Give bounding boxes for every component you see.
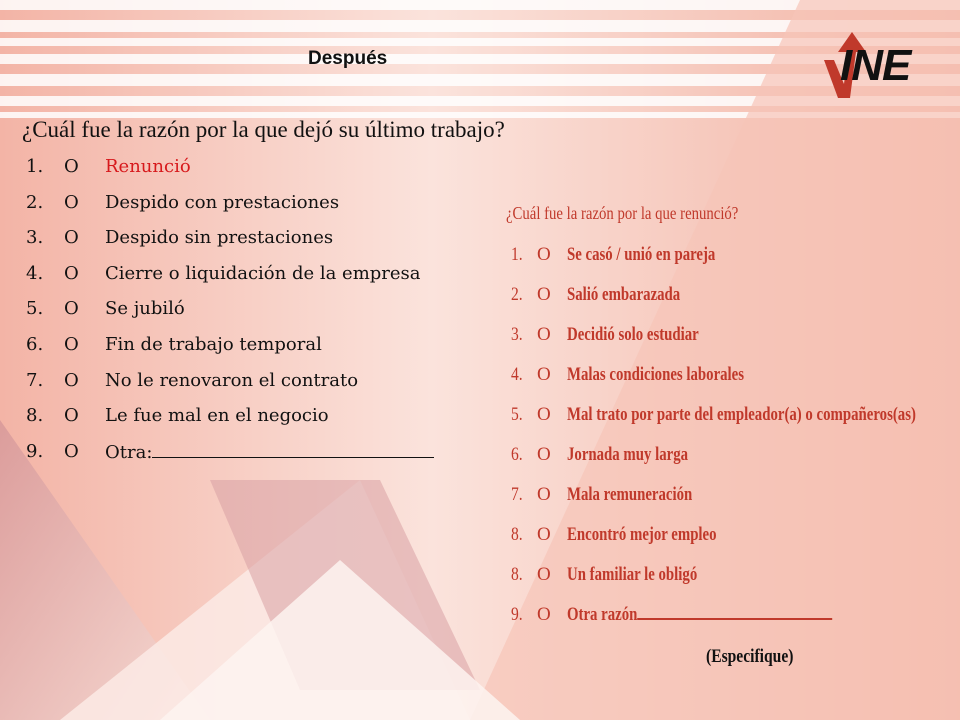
option-number: 8. — [26, 405, 44, 427]
radio-circle-icon[interactable]: O — [64, 227, 79, 249]
option-label: Otra razón — [567, 604, 638, 625]
option-label: Salió embarazada — [567, 284, 681, 305]
option-label: Un familiar le obligó — [567, 564, 698, 585]
option-number: 1. — [26, 156, 44, 177]
option-label: Jornada muy larga — [567, 444, 689, 465]
option-label: Mala remuneración — [567, 484, 693, 505]
option-number: 2. — [26, 191, 44, 213]
option-label: Otra: — [105, 441, 153, 463]
radio-circle-icon[interactable]: O — [537, 284, 551, 305]
radio-circle-icon[interactable]: O — [64, 333, 79, 355]
radio-circle-icon[interactable]: O — [64, 191, 79, 213]
radio-circle-icon[interactable]: O — [537, 604, 551, 625]
radio-circle-icon[interactable]: O — [537, 484, 551, 505]
option-label: Despido con prestaciones — [105, 191, 340, 213]
option-number: 5. — [26, 298, 44, 320]
radio-circle-icon[interactable]: O — [64, 440, 79, 462]
radio-circle-icon[interactable]: O — [537, 444, 551, 465]
option-label: Cierre o liquidación de la empresa — [105, 262, 421, 284]
radio-circle-icon[interactable]: O — [64, 369, 79, 391]
slide-title: Después — [308, 48, 388, 69]
other-answer-line[interactable] — [152, 441, 434, 458]
specify-caption: (Especifique) — [706, 646, 794, 667]
option-number: 8. — [511, 564, 523, 585]
radio-circle-icon[interactable]: O — [64, 156, 79, 177]
option-label-other — [567, 604, 832, 626]
other-answer-line[interactable] — [637, 604, 832, 620]
option-number: 7. — [511, 484, 523, 505]
logo-text: INE — [840, 41, 911, 90]
option-label: Le fue mal en el negocio — [105, 405, 329, 427]
option-number: 6. — [511, 444, 523, 465]
radio-circle-icon[interactable]: O — [537, 404, 551, 425]
option-number: 3. — [511, 324, 523, 345]
radio-circle-icon[interactable]: O — [537, 244, 551, 265]
option-label: Malas condiciones laborales — [567, 364, 745, 385]
option-number: 5. — [511, 404, 523, 425]
option-number: 1. — [511, 244, 523, 265]
radio-circle-icon[interactable]: O — [537, 324, 551, 345]
radio-circle-icon[interactable]: O — [537, 364, 551, 385]
option-label: Despido sin prestaciones — [105, 227, 334, 249]
radio-circle-icon[interactable]: O — [537, 524, 551, 545]
option-label: Mal trato por parte del empleador(a) o compañeros(as) — [567, 404, 916, 425]
option-number: 2. — [511, 284, 523, 305]
radio-circle-icon[interactable]: O — [64, 298, 79, 320]
option-number: 9. — [511, 604, 523, 625]
option-label: Se casó / unió en pareja — [567, 244, 716, 265]
option-label: Encontró mejor empleo — [567, 524, 717, 545]
option-number: 4. — [26, 262, 44, 284]
option-number: 7. — [26, 369, 44, 391]
option-number: 6. — [26, 333, 44, 355]
radio-circle-icon[interactable]: O — [64, 405, 79, 427]
option-number: 3. — [26, 227, 44, 249]
option-number: 4. — [511, 364, 523, 385]
option-label: No le renovaron el contrato — [105, 369, 359, 391]
question2-title: ¿Cuál fue la razón por la que renunció? — [506, 203, 739, 223]
option-label: Renunció — [105, 156, 191, 177]
radio-circle-icon[interactable]: O — [537, 564, 551, 585]
option-number: 8. — [511, 524, 523, 545]
option-label: Se jubiló — [105, 298, 185, 320]
question1-title: ¿Cuál fue la razón por la que dejó su último trabajo? — [22, 117, 505, 142]
option-label: Decidió solo estudiar — [567, 324, 699, 345]
option-number: 9. — [26, 440, 44, 462]
radio-circle-icon[interactable]: O — [64, 262, 79, 284]
option-label-other — [105, 441, 434, 463]
option-label: Fin de trabajo temporal — [105, 333, 322, 355]
